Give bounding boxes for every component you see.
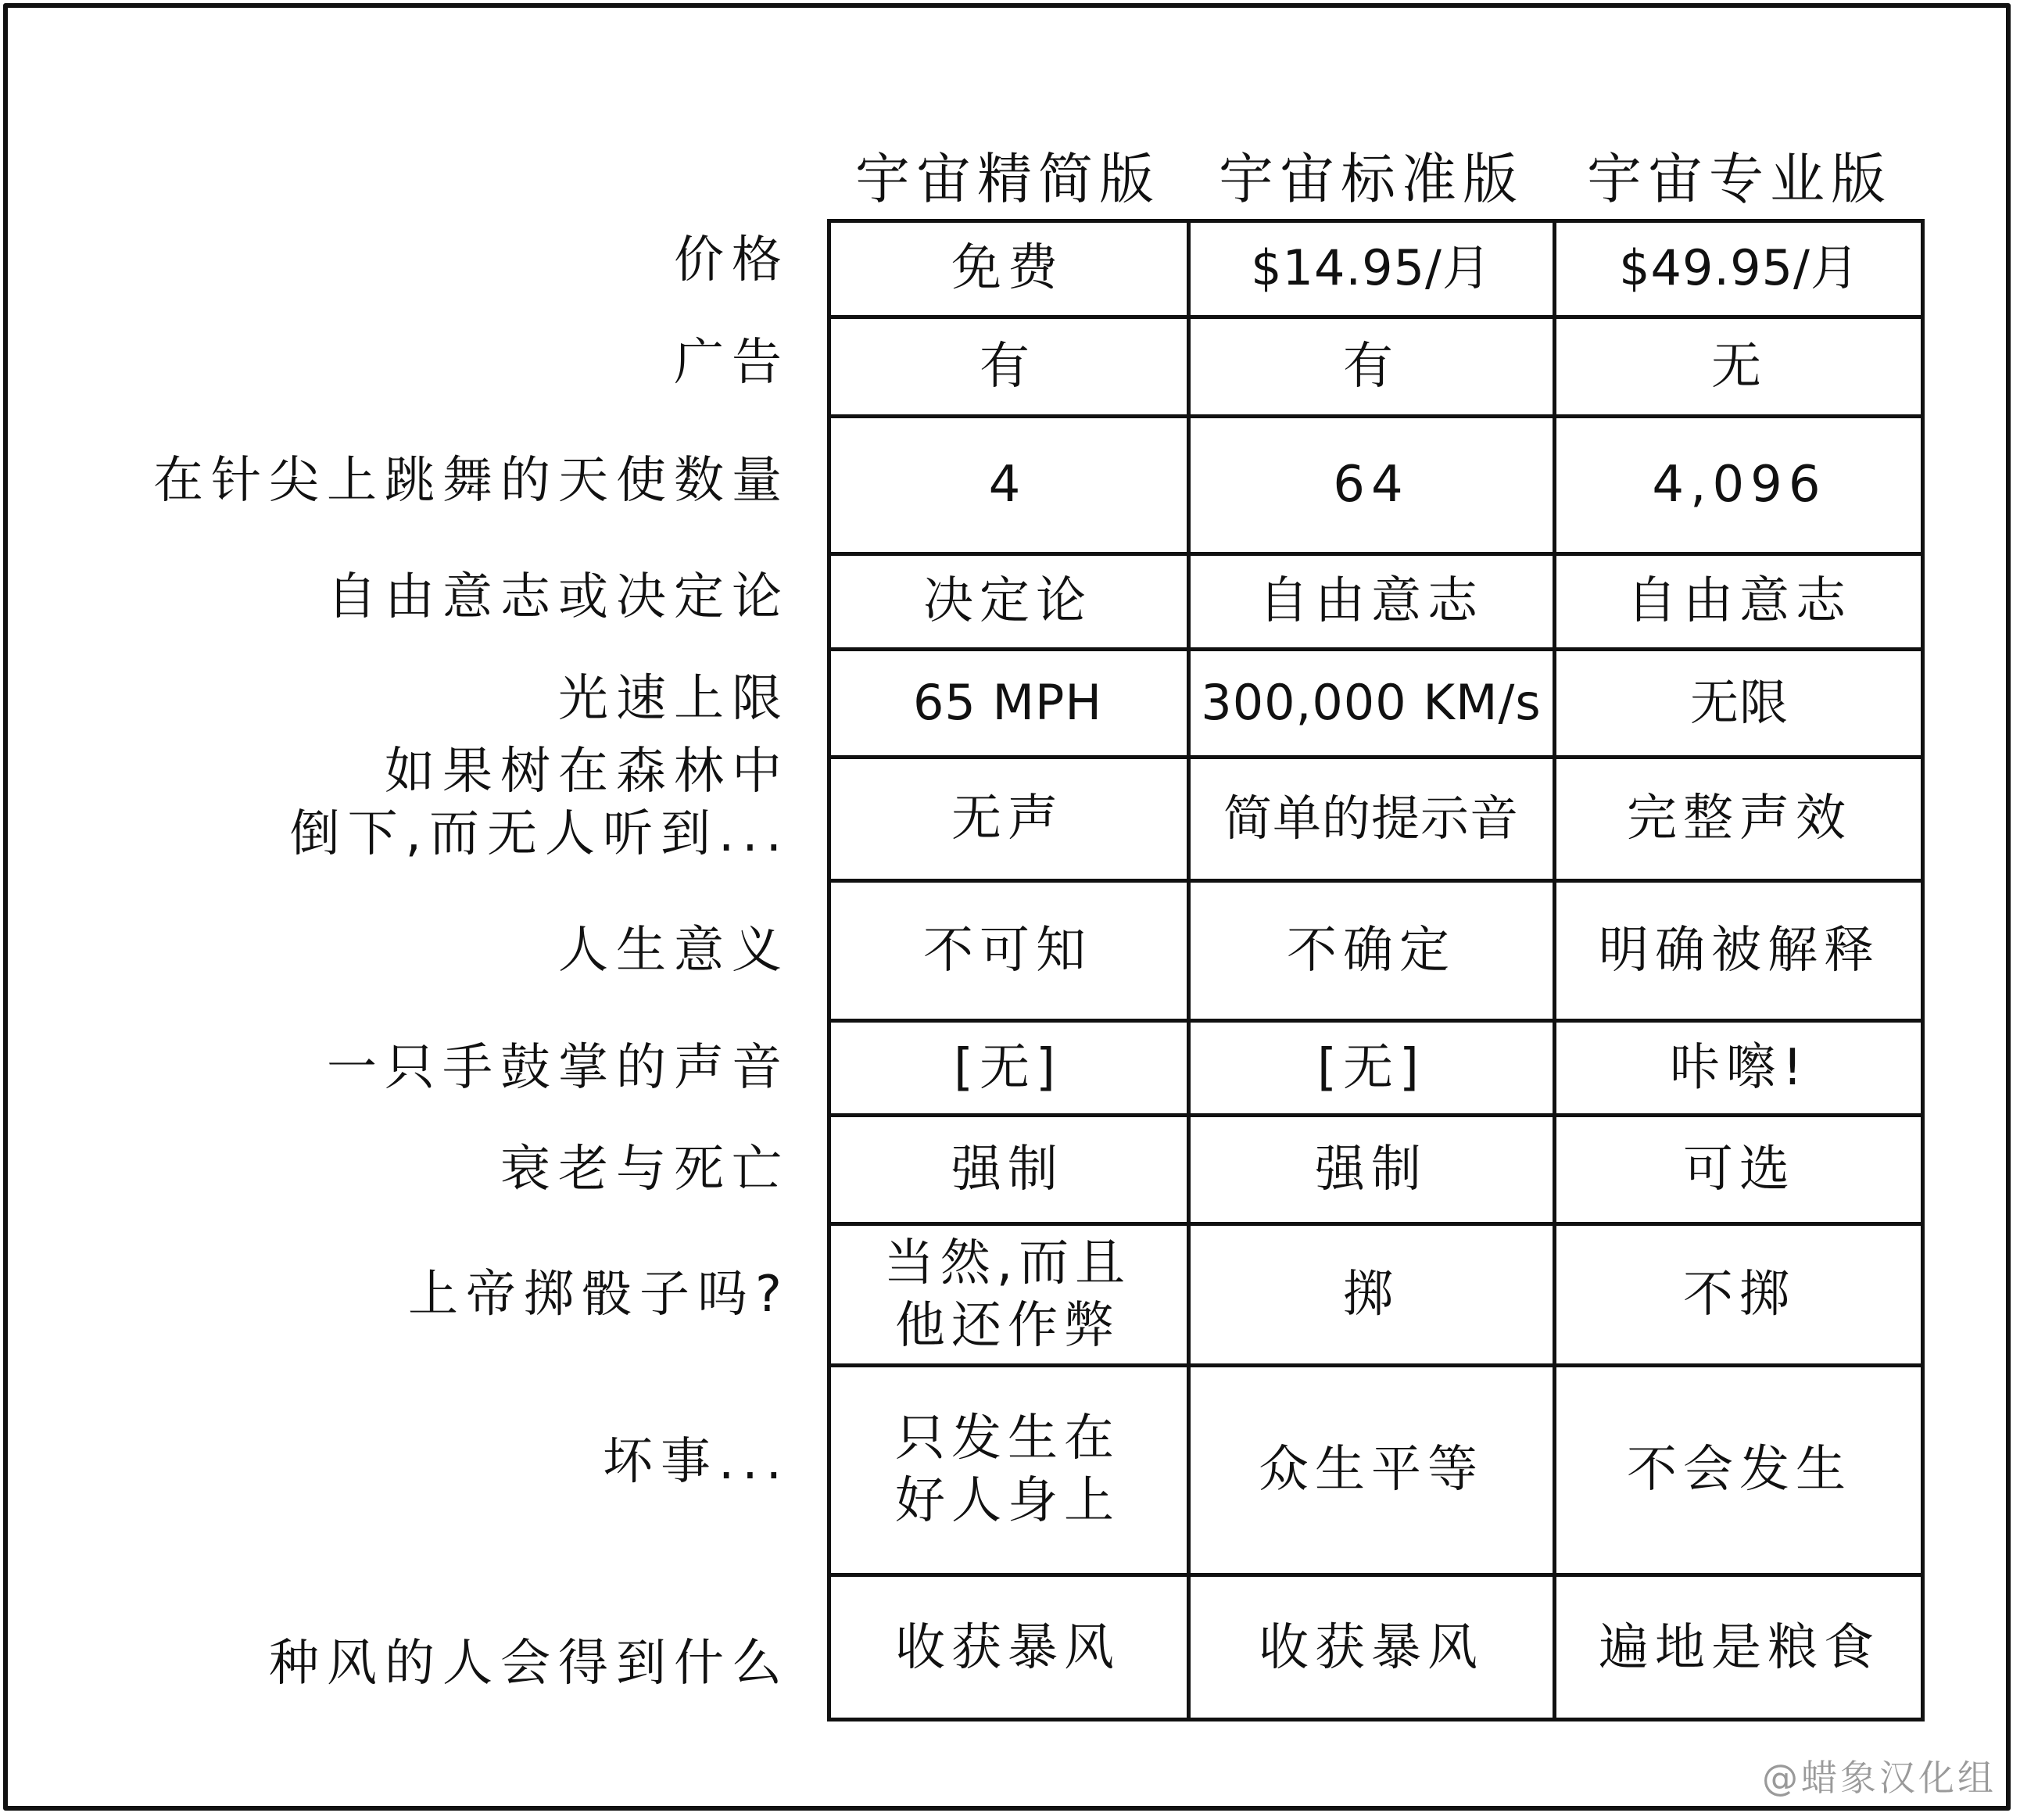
table-cell	[1188, 1020, 1554, 1115]
table-cell	[1188, 1365, 1554, 1575]
table-cell	[827, 757, 1188, 880]
row-label-line: 上帝掷骰子吗?	[408, 1265, 790, 1324]
cell-text: 收获暴风	[895, 1619, 1120, 1677]
cell-text: 他还作弊	[895, 1296, 1120, 1355]
table-cell	[827, 416, 1188, 554]
table-cell	[1554, 416, 1925, 554]
row-label	[78, 645, 790, 753]
row-label-line: 在针尖上跳舞的天使数量	[153, 452, 790, 510]
table-cell	[1188, 1575, 1554, 1721]
cell-text: 好人身上	[895, 1472, 1120, 1530]
table-cell	[1554, 880, 1925, 1020]
table-cell	[1188, 880, 1554, 1020]
table-cell	[1188, 554, 1554, 649]
cell-text: 无	[1711, 337, 1768, 396]
cell-text: 完整声效	[1627, 790, 1852, 847]
cell-text: 当然,而且	[883, 1234, 1132, 1292]
translator-credit: @蜡象汉化组	[1762, 1757, 1997, 1799]
row-label-line: 一只手鼓掌的声音	[327, 1038, 790, 1097]
row-label	[78, 412, 790, 550]
cell-text: 免费	[951, 238, 1064, 297]
cell-text: 遍地是粮食	[1599, 1619, 1880, 1677]
table-cell	[827, 649, 1188, 757]
cell-text: 自由意志	[1259, 572, 1484, 630]
column-header-1: 宇宙精简版	[855, 146, 1160, 211]
table-cell	[1554, 554, 1925, 649]
cell-text: [无]	[1317, 1038, 1425, 1097]
row-label-line: 如果树在森林中	[385, 743, 790, 801]
row-label	[78, 1115, 790, 1223]
row-label	[78, 880, 790, 1020]
row-label	[78, 1590, 790, 1737]
cell-text: 不掷	[1683, 1265, 1796, 1324]
row-label	[78, 313, 790, 412]
table-cell	[1554, 1575, 1925, 1721]
cell-text: 不会发生	[1627, 1441, 1852, 1499]
table-cell	[827, 219, 1188, 317]
table-cell	[827, 1365, 1188, 1575]
row-label-line: 自由意志或决定论	[327, 568, 790, 626]
table-cell	[827, 1575, 1188, 1721]
table-cell	[827, 317, 1188, 416]
table-cell	[1188, 757, 1554, 880]
column-header-3: 宇宙专业版	[1587, 146, 1892, 211]
cell-text: 掷	[1343, 1265, 1399, 1324]
cell-text: 无限	[1689, 674, 1789, 732]
cell-text: 4	[988, 456, 1027, 514]
cell-text: 众生平等	[1259, 1441, 1484, 1499]
cell-text: 收获暴风	[1259, 1619, 1484, 1677]
table-cell	[1554, 1115, 1925, 1223]
cell-text: 4,096	[1652, 456, 1827, 514]
table-cell	[1188, 1115, 1554, 1223]
cell-text: 300,000 KM/s	[1201, 674, 1542, 732]
cell-text: 明确被解释	[1599, 921, 1880, 980]
table-cell	[1554, 317, 1925, 416]
table-cell	[827, 1223, 1188, 1365]
table-cell	[1188, 649, 1554, 757]
row-label-line: 人生意义	[558, 921, 790, 980]
cell-text: 强制	[951, 1140, 1064, 1198]
cell-text: 65 MPH	[912, 674, 1103, 732]
cell-text: 不确定	[1287, 921, 1456, 980]
row-label-line: 倒下,而无人听到...	[289, 805, 790, 863]
row-label	[78, 1357, 790, 1567]
table-cell	[1554, 1020, 1925, 1115]
table-cell	[827, 880, 1188, 1020]
cell-text: 有	[980, 337, 1036, 396]
row-label	[78, 211, 790, 309]
cell-text: 可选	[1683, 1140, 1796, 1198]
row-label-line: 光速上限	[558, 670, 790, 728]
cell-text: 64	[1333, 456, 1409, 514]
cell-text: 有	[1343, 337, 1399, 396]
row-label-line: 广告	[674, 333, 790, 392]
row-label	[78, 1223, 790, 1365]
cell-text: $14.95/月	[1251, 238, 1492, 296]
row-label	[78, 1020, 790, 1115]
row-label-line: 种风的人会得到什么	[269, 1635, 790, 1693]
cell-text: 简单的提示音	[1223, 790, 1519, 847]
table-cell	[1188, 219, 1554, 317]
cell-text: $49.95/月	[1619, 238, 1860, 296]
table-cell	[1188, 416, 1554, 554]
table-cell	[827, 554, 1188, 649]
table-cell	[1554, 757, 1925, 880]
cell-text: 强制	[1315, 1140, 1427, 1198]
row-label-line: 衰老与死亡	[500, 1140, 790, 1198]
row-label-line: 坏事...	[602, 1433, 790, 1491]
table-cell	[1554, 649, 1925, 757]
row-label	[78, 741, 790, 865]
table-cell	[1188, 317, 1554, 416]
cell-text: 决定论	[923, 572, 1092, 630]
table-cell	[1554, 219, 1925, 317]
cell-text: 自由意志	[1627, 572, 1852, 630]
table-cell	[827, 1115, 1188, 1223]
table-cell	[1188, 1223, 1554, 1365]
cell-text: 只发生在	[895, 1410, 1120, 1467]
table-cell	[1554, 1365, 1925, 1575]
cell-text: [无]	[954, 1038, 1062, 1097]
cell-text: 咔嚓!	[1670, 1038, 1809, 1097]
cell-text: 无声	[951, 790, 1064, 847]
table-cell	[827, 1020, 1188, 1115]
row-label	[78, 550, 790, 645]
column-header-2: 宇宙标准版	[1219, 146, 1524, 211]
row-label-line: 价格	[674, 231, 790, 289]
table-cell	[1554, 1223, 1925, 1365]
cell-text: 不可知	[923, 921, 1092, 980]
